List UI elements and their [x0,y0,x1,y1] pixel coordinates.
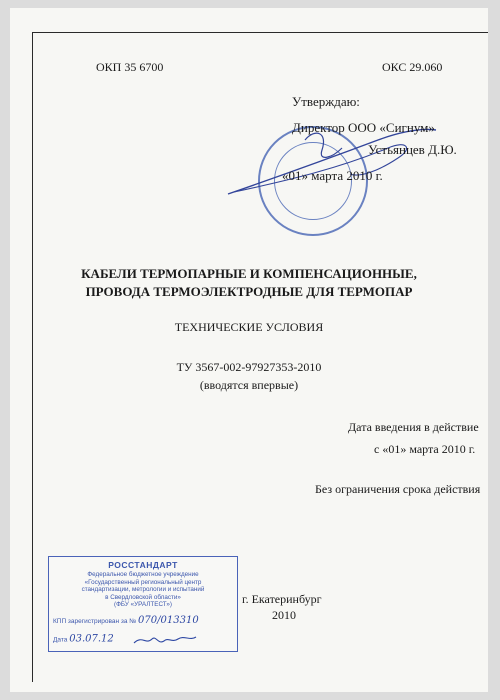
subtitle: ТЕХНИЧЕСКИЕ УСЛОВИЯ [174,320,324,334]
registration-stamp [48,556,238,652]
title-line-1: КАБЕЛИ ТЕРМОПАРНЫЕ И КОМПЕНСАЦИОННЫЕ, [81,266,417,281]
tu-note: (вводятся впервые) [199,378,299,392]
oks-code: ОКС 29.060 [382,60,443,74]
director-title: Директор ООО «Сигнум» [292,120,435,135]
effective-label: Дата введения в действие [348,420,479,434]
stamp-line: (ФБУ «УРАЛТЕСТ») [114,601,172,609]
approve-label: Утверждаю: [292,94,360,109]
validity-limit: Без ограничения срока действия [315,482,481,496]
stamp-line: стандартизации, метрологии и испытаний [81,586,205,594]
document-page [10,8,488,692]
tu-number: ТУ 3567-002-97927353-2010 [176,360,322,374]
stamp-date-label: Дата [53,636,68,644]
title-line-2: ПРОВОДА ТЕРМОЭЛЕКТРОДНЫЕ ДЛЯ ТЕРМОПАР [85,284,413,299]
stamp-reg-label: КПП зарегистрирован за № [53,618,137,625]
director-name: Устьянцев Д.Ю. [368,142,457,157]
year: 2010 [272,608,296,622]
effective-date: с «01» марта 2010 г. [374,442,476,456]
stamp-line: в Свердловской области» [105,593,181,601]
stamp-date-value: 03.07.12 [69,633,114,645]
city: г. Екатеринбург [242,592,322,606]
stamp-signature [132,633,198,647]
stamp-header: РОССТАНДАРТ [108,560,178,570]
stamp-line: «Государственный региональный центр [84,578,202,586]
approval-date: «01» марта 2010 г. [282,168,383,183]
stamp-line: Федеральное бюджетное учреждение [87,571,199,578]
stamp-reg-number: 070/013310 [138,615,199,626]
okp-code: ОКП 35 6700 [96,60,164,74]
